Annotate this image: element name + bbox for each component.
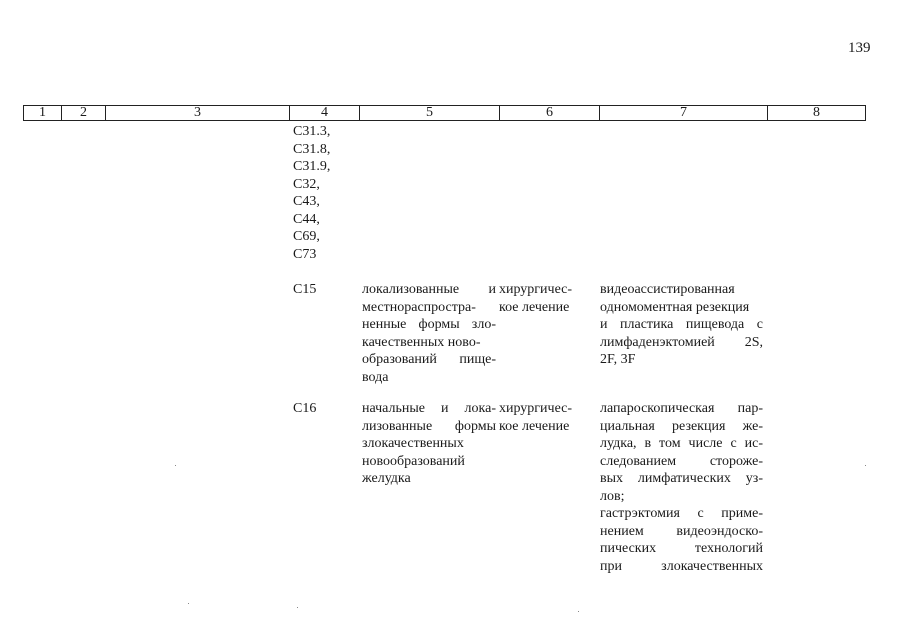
scan-speck	[188, 603, 189, 604]
text-line: гастрэктомия с приме-	[600, 506, 763, 521]
text-line: при злокачественных	[600, 558, 763, 574]
scan-speck	[865, 465, 866, 466]
header-cell-6: 6	[500, 106, 600, 120]
row-c16-code	[293, 400, 316, 418]
row-c16-method	[600, 400, 763, 575]
text-line: вода	[362, 369, 389, 385]
code-line: C31.8,	[293, 141, 331, 157]
scan-speck	[297, 607, 298, 608]
code-line: C31.9,	[293, 159, 331, 174]
code-line: C32,	[293, 176, 320, 192]
header-cell-2: 2	[62, 106, 106, 120]
scan-speck	[175, 465, 176, 466]
text-line: местнораспростра-	[362, 299, 476, 315]
row-c15-code	[293, 281, 316, 299]
header-cell-4: 4	[290, 106, 360, 120]
header-cell-8: 8	[813, 105, 820, 120]
code-line: C73	[293, 246, 317, 262]
diagnosis-code: C16	[293, 401, 317, 416]
text-line: циальная резекция же-	[600, 418, 763, 434]
text-line: лизованные формы	[362, 418, 496, 434]
code-line: C43,	[293, 194, 320, 209]
text-line: ненные формы зло-	[362, 317, 496, 332]
text-line: кое лечение	[499, 418, 570, 434]
row-c15-method	[600, 281, 763, 369]
table-header-row	[23, 105, 866, 121]
diagnosis-code: C15	[293, 282, 317, 297]
row-c15-model	[362, 281, 496, 386]
codes-continuation	[293, 123, 330, 263]
row-c16-treatment	[499, 400, 572, 435]
text-line: нением видеоэндоско-	[600, 523, 763, 539]
text-line: начальные и лока-	[362, 401, 496, 416]
text-line: вых лимфатических уз-	[600, 471, 763, 486]
text-line: хирургичес-	[499, 282, 573, 297]
page-number: 139	[848, 40, 871, 56]
text-line: и пластика пищевода с	[600, 317, 763, 332]
text-line: локализованные и	[362, 282, 496, 297]
code-line: C44,	[293, 211, 320, 227]
text-line: лапароскопическая пар-	[600, 401, 763, 416]
text-line: 2F, 3F	[600, 352, 636, 367]
text-line: желудка	[362, 471, 411, 486]
text-line: хирургичес-	[499, 401, 573, 416]
text-line: лимфаденэктомией 2S,	[600, 334, 763, 350]
code-line: C69,	[293, 229, 320, 244]
header-cell-3: 3	[106, 106, 290, 120]
text-line: качественных ново-	[362, 334, 481, 350]
header-cell-7: 7	[600, 106, 768, 120]
header-cell-1: 1	[24, 106, 62, 120]
text-line: одномоментная резекция	[600, 299, 750, 315]
header-cell-5: 5	[360, 106, 500, 120]
text-line: видеоассистированная	[600, 282, 735, 297]
text-line: пических технологий	[600, 541, 763, 556]
text-line: кое лечение	[499, 299, 570, 315]
text-line: лов;	[600, 488, 625, 504]
text-line: лудка, в том числе с ис-	[600, 436, 763, 451]
text-line: образований пище-	[362, 352, 496, 367]
row-c16-model	[362, 400, 496, 488]
text-line: следованием стороже-	[600, 453, 763, 469]
text-line: злокачественных	[362, 436, 464, 451]
row-c15-treatment	[499, 281, 572, 316]
text-line: новообразований	[362, 453, 465, 469]
scan-speck	[578, 611, 579, 612]
code-line: C31.3,	[293, 124, 331, 139]
